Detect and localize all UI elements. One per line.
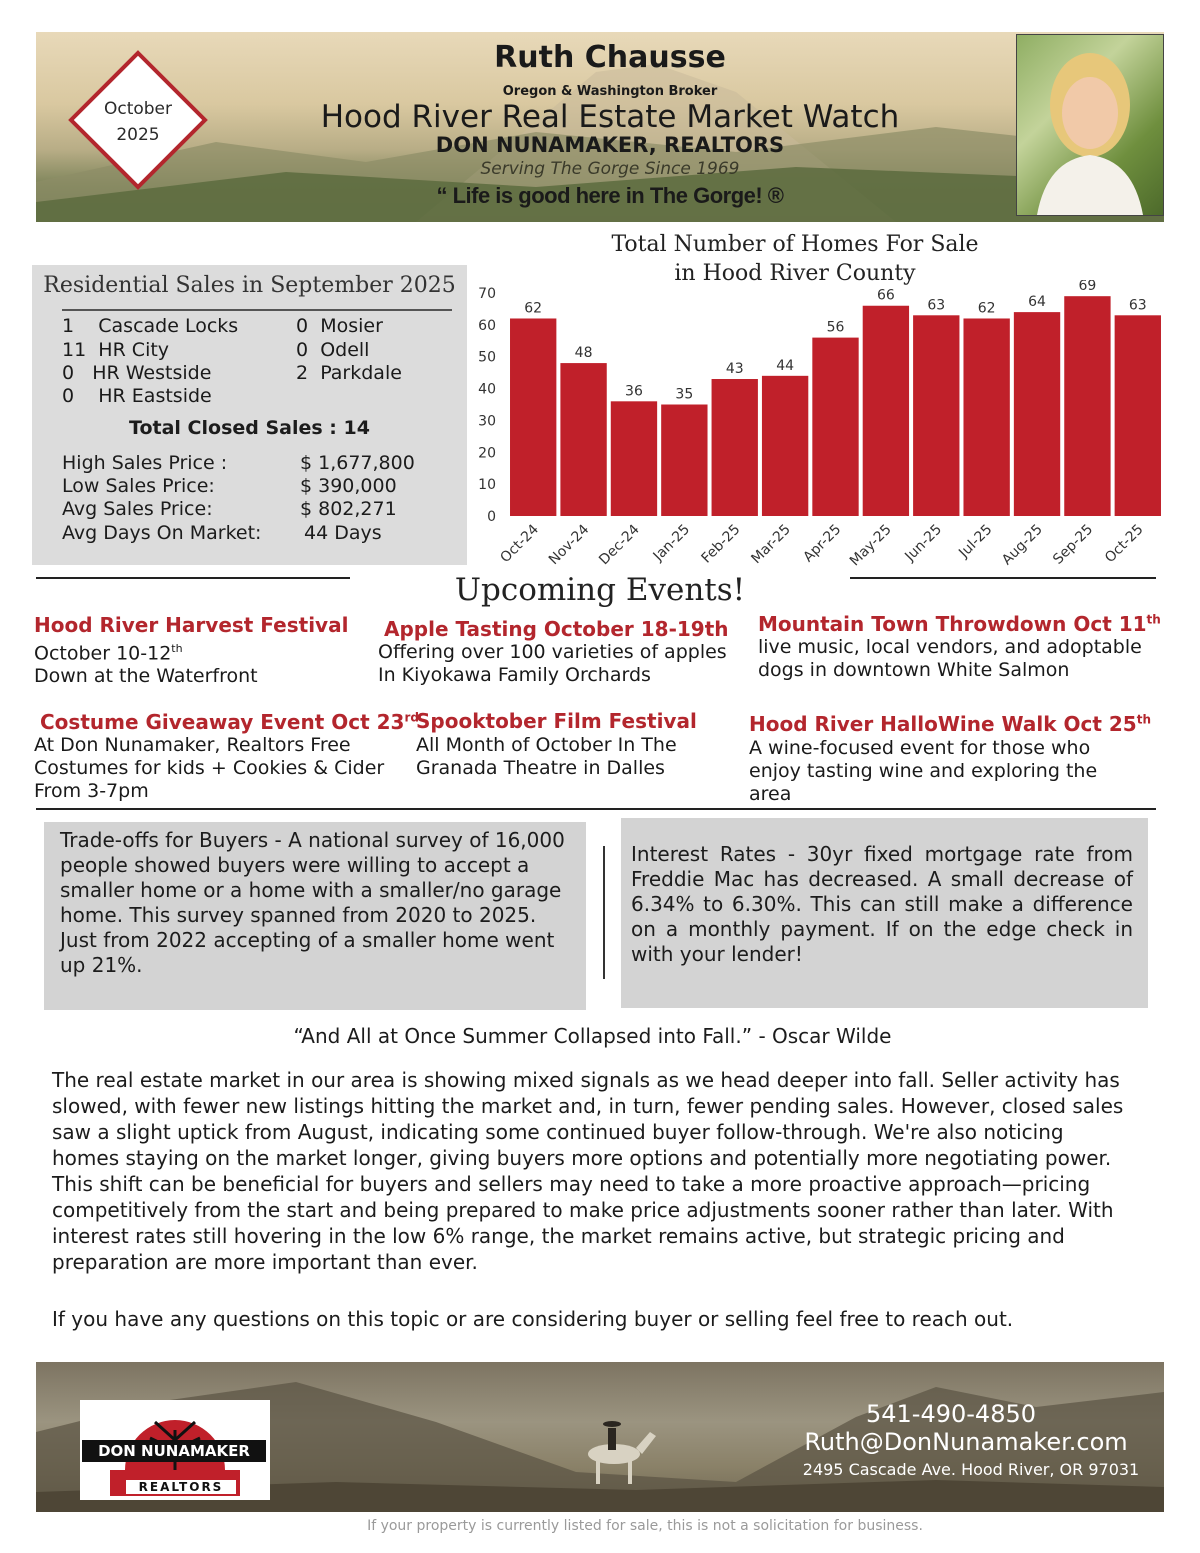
event-title: Spooktober Film Festival bbox=[416, 709, 697, 733]
data-label: 62 bbox=[524, 300, 543, 317]
event-body: live music, local vendors, and adoptable dogs in downtown White Salmon bbox=[758, 636, 1142, 681]
stat-label: Avg Days On Market: bbox=[62, 522, 262, 544]
bar bbox=[863, 306, 909, 516]
agent-portrait-icon bbox=[1017, 35, 1163, 215]
phone-number[interactable]: 541-490-4850 bbox=[865, 1400, 1036, 1428]
bar bbox=[812, 338, 858, 516]
y-tick-label: 10 bbox=[478, 477, 496, 494]
x-tick-label: Oct-25 bbox=[1102, 521, 1147, 567]
data-label: 63 bbox=[927, 297, 946, 314]
event-title: Hood River Harvest Festival bbox=[34, 613, 349, 637]
area-row: 11 HR City bbox=[62, 339, 170, 361]
events-heading: Upcoming Events! bbox=[350, 572, 850, 608]
stat-label: Avg Sales Price: bbox=[62, 498, 213, 520]
area-row: 0 Odell bbox=[296, 339, 370, 361]
event-body: October 10-12th Down at the Waterfront bbox=[34, 642, 258, 688]
stat-value: $ 390,000 bbox=[300, 475, 397, 497]
email-address[interactable]: Ruth@DonNunamaker.com bbox=[804, 1428, 1128, 1456]
sales-panel-title: Residential Sales in September 2025 bbox=[43, 273, 456, 298]
x-tick-label: Feb-25 bbox=[698, 521, 744, 567]
x-tick-label: Jun-25 bbox=[902, 521, 946, 565]
area-row: 2 Parkdale bbox=[296, 362, 402, 384]
data-label: 63 bbox=[1128, 297, 1147, 314]
footer-banner bbox=[36, 1362, 1164, 1512]
logo-subtext: REALTORS bbox=[126, 1480, 236, 1494]
y-tick-label: 30 bbox=[478, 413, 496, 430]
x-tick-label: Apr-25 bbox=[800, 521, 845, 566]
bar bbox=[1014, 312, 1060, 516]
event-body: Offering over 100 varieties of apples In Kiyokawa Family Orchards bbox=[378, 641, 727, 686]
bar bbox=[611, 401, 657, 516]
stat-label: Low Sales Price: bbox=[62, 475, 215, 497]
event-body: All Month of October In The Granada Theatre in Dalles bbox=[416, 734, 677, 779]
x-tick-label: Sep-25 bbox=[1050, 521, 1097, 568]
event-title: Hood River HalloWine Walk Oct 25th bbox=[749, 712, 1152, 736]
x-tick-label: Aug-25 bbox=[999, 521, 1046, 569]
bar bbox=[661, 405, 707, 517]
newsletter-title: Hood River Real Estate Market Watch bbox=[320, 99, 900, 135]
interest-rates-panel bbox=[621, 818, 1148, 1008]
interest-rates-text: Interest Rates - 30yr fixed mortgage rate from Freddie Mac has decreased. A small decrease of 6.34% to 6.30%. This can still make a difference on a monthly payment. If on the edge check in with your lender! bbox=[631, 842, 1133, 966]
quote: “And All at Once Summer Collapsed into Fall.” - Oscar Wilde bbox=[293, 1024, 892, 1048]
date-badge bbox=[68, 50, 208, 190]
september-sales-panel bbox=[32, 265, 467, 565]
y-tick-label: 40 bbox=[478, 381, 496, 398]
x-tick-label: Dec-24 bbox=[596, 521, 643, 569]
bar bbox=[510, 318, 556, 516]
area-row: 1 Cascade Locks bbox=[62, 315, 239, 337]
stat-value: $ 802,271 bbox=[300, 498, 397, 520]
bar bbox=[560, 363, 606, 516]
y-tick-label: 20 bbox=[478, 445, 496, 462]
stat-value: 44 Days bbox=[304, 522, 382, 544]
broker-title: Oregon & Washington Broker bbox=[502, 84, 718, 99]
serving-since: Serving The Gorge Since 1969 bbox=[480, 159, 740, 179]
tagline: “ Life is good here in The Gorge! ® bbox=[436, 183, 784, 208]
bar bbox=[762, 376, 808, 516]
stat-label: High Sales Price : bbox=[62, 452, 228, 474]
event-title: Mountain Town Throwdown Oct 11th bbox=[758, 612, 1161, 636]
data-label: 36 bbox=[625, 383, 643, 400]
data-label: 44 bbox=[776, 357, 795, 374]
disclaimer: If your property is currently listed for sale, this is not a solicitation for business. bbox=[367, 1518, 923, 1534]
bar bbox=[913, 315, 959, 516]
brokerage-name: DON NUNAMAKER, REALTORS bbox=[435, 133, 785, 157]
event-body: At Don Nunamaker, Realtors Free Costumes for kids + Cookies & Cider From 3-7pm bbox=[34, 734, 385, 802]
agent-name: Ruth Chausse bbox=[494, 40, 726, 75]
divider bbox=[62, 309, 452, 311]
data-label: 69 bbox=[1078, 280, 1097, 295]
data-label: 64 bbox=[1028, 294, 1046, 311]
chart-title-line2: in Hood River County bbox=[674, 261, 916, 286]
bar bbox=[963, 318, 1009, 516]
office-address: 2495 Cascade Ave. Hood River, OR 97031 bbox=[802, 1460, 1140, 1479]
x-tick-label: Jan-25 bbox=[650, 521, 694, 565]
data-label: 66 bbox=[876, 287, 895, 304]
total-closed-sales: Total Closed Sales : 14 bbox=[129, 417, 370, 439]
agent-photo bbox=[1016, 34, 1164, 216]
date-year: 2025 bbox=[116, 125, 160, 145]
logo-name: DON NUNAMAKER bbox=[82, 1440, 266, 1462]
x-tick-label: Nov-24 bbox=[545, 521, 593, 569]
y-tick-label: 50 bbox=[478, 349, 496, 366]
stat-value: $ 1,677,800 bbox=[300, 452, 415, 474]
area-row: 0 HR Eastside bbox=[62, 385, 212, 407]
bar bbox=[712, 379, 758, 516]
data-label: 43 bbox=[725, 361, 744, 378]
chart-title-line1: Total Number of Homes For Sale bbox=[611, 232, 979, 257]
data-label: 62 bbox=[977, 300, 996, 317]
x-tick-label: Oct-24 bbox=[497, 521, 543, 567]
data-label: 48 bbox=[574, 345, 593, 362]
market-commentary: The real estate market in our area is showing mixed signals as we head deeper into fall. Seller activity has slowed, with fewer new listings hitting the market and, in turn, fewer pending sales. However, closed sales saw a slight uptick from August, indicating some continued buyer follow-through. We're also noticing homes staying on the market longer, giving buyers more options and potentially more negotiating power. This shift can be beneficial for buyers and sellers may need to take a more proactive approach—pricing competitively from the start and being prepared to make price adjustments sooner rather than later. With interest rates still hovering in the low 6% range, the market remains active, but strategic pricing and preparation are more important than ever. bbox=[52, 1068, 1124, 1274]
x-tick-label: Mar-25 bbox=[748, 521, 794, 568]
date-month: October bbox=[103, 99, 173, 119]
buyers-tradeoffs-panel bbox=[44, 822, 586, 1010]
homes-for-sale-bar-chart bbox=[468, 280, 1180, 580]
vertical-divider bbox=[603, 846, 605, 979]
y-tick-label: 0 bbox=[487, 509, 496, 525]
x-tick-label: Jul-25 bbox=[956, 521, 996, 561]
bar bbox=[1115, 315, 1161, 516]
contact-invitation: If you have any questions on this topic or are considering buyer or selling feel free to reach out. bbox=[52, 1307, 1014, 1331]
buyers-tradeoffs-text: Trade-offs for Buyers - A national survey of 16,000 people showed buyers were willing to accept a smaller home or a home with a smaller/no garage home. This survey spanned from 2020 to 2025. Just from 2022 accepting of a smaller home went up 21%. bbox=[60, 828, 565, 977]
y-tick-label: 60 bbox=[478, 317, 496, 334]
event-title: Costume Giveaway Event Oct 23rd bbox=[40, 710, 419, 734]
bar bbox=[1064, 296, 1110, 516]
divider bbox=[36, 808, 1156, 810]
x-tick-label: May-25 bbox=[846, 521, 895, 570]
area-row: 0 Mosier bbox=[296, 315, 383, 337]
event-body: A wine-focused event for those who enjoy tasting wine and exploring the area bbox=[749, 737, 1098, 805]
area-row: 0 HR Westside bbox=[62, 362, 212, 384]
y-tick-label: 70 bbox=[478, 286, 496, 302]
event-title: Apple Tasting October 18-19th bbox=[384, 617, 729, 641]
data-label: 35 bbox=[675, 386, 694, 403]
data-label: 56 bbox=[826, 319, 845, 336]
